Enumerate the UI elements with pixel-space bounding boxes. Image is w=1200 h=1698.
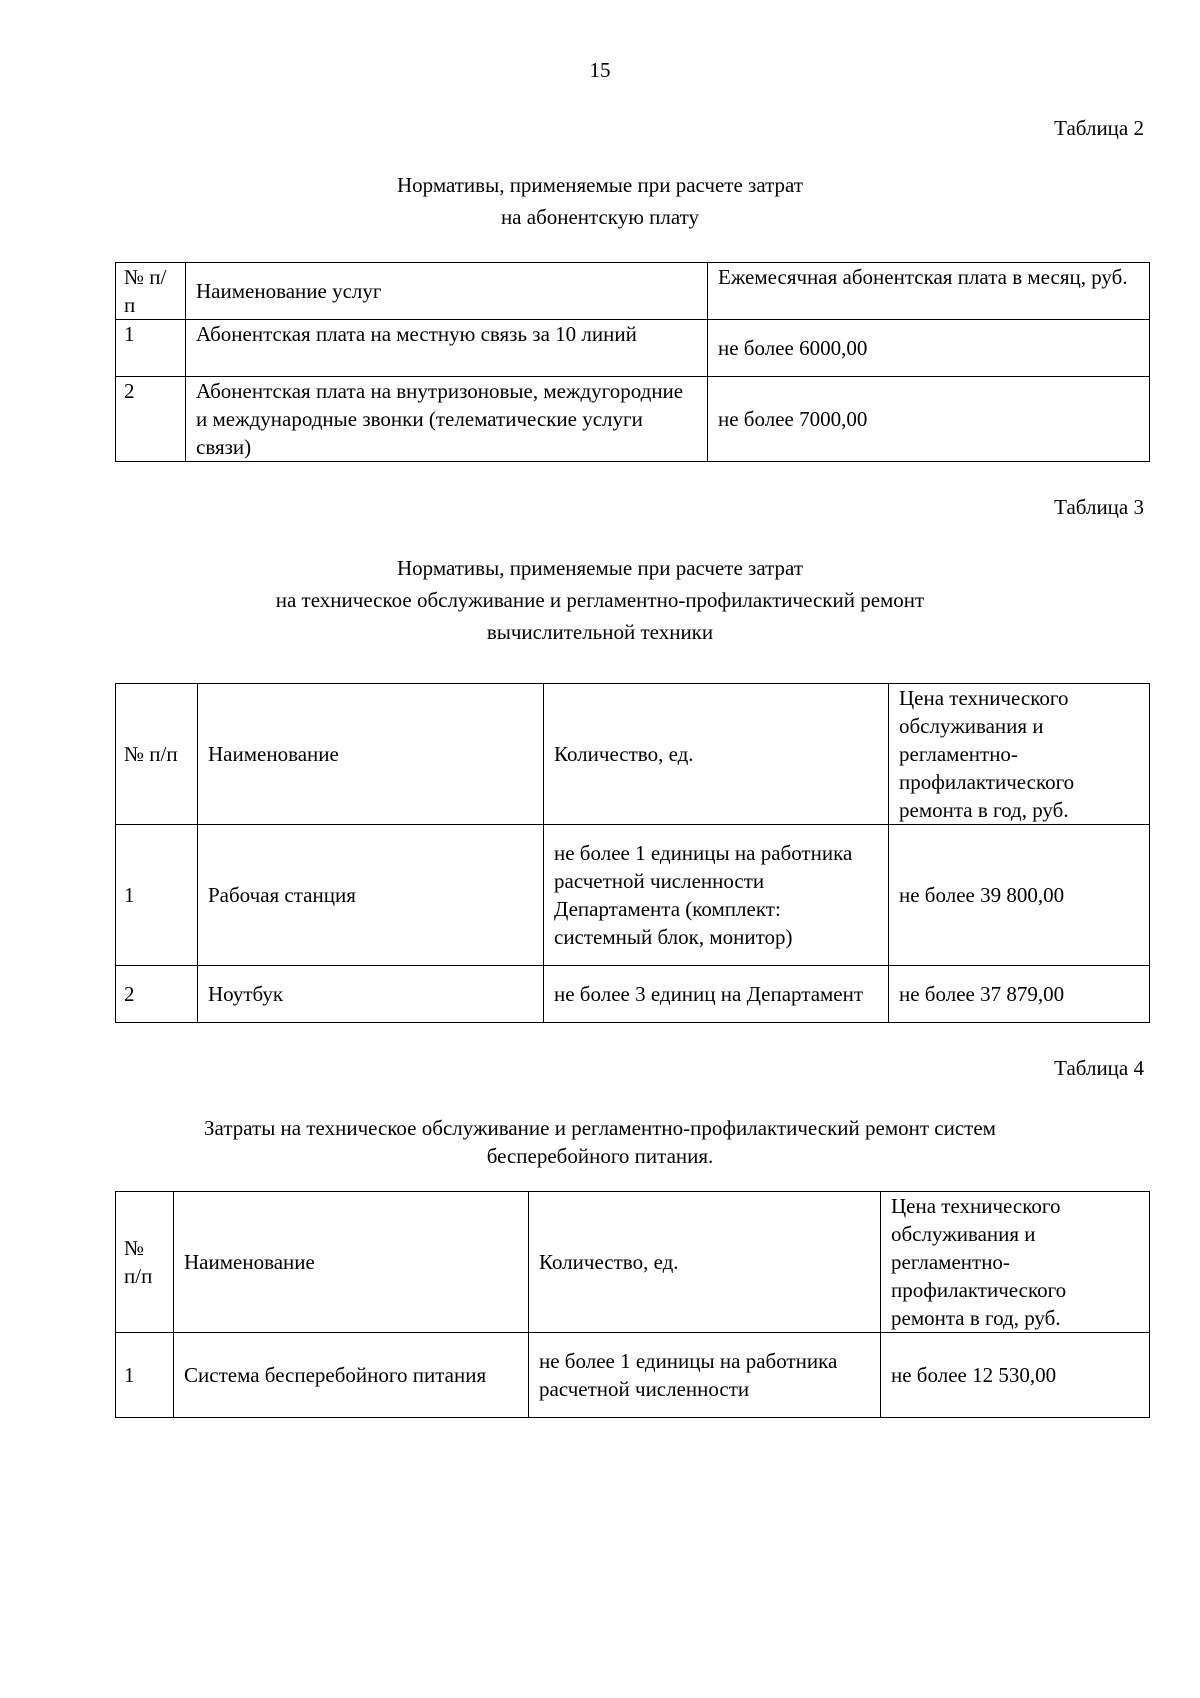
header-cell-number: № п/п (116, 1192, 174, 1333)
cell-monthly-fee: не более 6000,00 (708, 320, 1150, 377)
table2-title-line2: на абонентскую плату (500, 205, 700, 229)
header-cell-quantity: Количество, ед. (544, 684, 889, 825)
table-row (116, 377, 1150, 462)
table3-title-line1: Нормативы, применяемые при расчете затрат (396, 556, 804, 580)
table-header-row (116, 1192, 1150, 1333)
cell-quantity: не более 1 единицы на работника расчетной численности (529, 1333, 881, 1418)
cell-number: 2 (116, 377, 186, 462)
header-cell-number: № п/п (116, 684, 198, 825)
cell-price: не более 12 530,00 (881, 1333, 1150, 1418)
table2-title-line1: Нормативы, применяемые при расчете затрат (396, 173, 804, 197)
table-row (116, 825, 1150, 966)
table3-title-line2: на техническое обслуживание и регламентно-профилактический ремонт (275, 588, 925, 612)
header-cell-price: Цена технического обслуживания и регламентно-профилактического ремонта в год, руб. (881, 1192, 1150, 1333)
cell-name: Рабочая станция (198, 825, 544, 966)
table-row (116, 320, 1150, 377)
header-cell-quantity: Количество, ед. (529, 1192, 881, 1333)
header-cell-price: Цена технического обслуживания и регламентно-профилактического ремонта в год, руб. (889, 684, 1150, 825)
page-number: 15 (589, 58, 611, 82)
table3-label: Таблица 3 (1054, 495, 1144, 519)
cell-price: не более 39 800,00 (889, 825, 1150, 966)
cell-quantity: не более 1 единицы на работника расчетной численности Департамента (комплект: системный блок, монитор) (544, 825, 889, 966)
table2 (115, 262, 1150, 462)
header-cell-name: Наименование (174, 1192, 529, 1333)
header-cell-name: Наименование (198, 684, 544, 825)
table-row (116, 1333, 1150, 1418)
cell-price: не более 37 879,00 (889, 966, 1150, 1023)
table4 (115, 1191, 1150, 1418)
table-row (116, 966, 1150, 1023)
cell-number: 1 (116, 320, 186, 377)
cell-monthly-fee: не более 7000,00 (708, 377, 1150, 462)
table3-title-line3: вычислительной техники (486, 620, 714, 644)
header-cell-monthly-fee: Ежемесячная абонентская плата в месяц, руб. (708, 263, 1150, 320)
header-cell-service-name: Наименование услуг (186, 263, 708, 320)
cell-name: Ноутбук (198, 966, 544, 1023)
table2-label: Таблица 2 (1054, 116, 1144, 140)
cell-number: 2 (116, 966, 198, 1023)
table-header-row (116, 263, 1150, 320)
table4-title-line1: Затраты на техническое обслуживание и регламентно-профилактический ремонт систем (204, 1116, 996, 1140)
table4-label: Таблица 4 (1054, 1056, 1144, 1080)
cell-name: Система бесперебойного питания (174, 1333, 529, 1418)
table3 (115, 683, 1150, 1023)
cell-service-name: Абонентская плата на внутризоновые, междугородние и международные звонки (телематические услуги связи) (186, 377, 708, 462)
cell-number: 1 (116, 825, 198, 966)
cell-quantity: не более 3 единиц на Департамент (544, 966, 889, 1023)
cell-service-name: Абонентская плата на местную связь за 10 линий (186, 320, 708, 377)
cell-number: 1 (116, 1333, 174, 1418)
table4-title-line2: бесперебойного питания. (486, 1144, 714, 1168)
table-header-row (116, 684, 1150, 825)
header-cell-number: № п/п (116, 263, 186, 320)
